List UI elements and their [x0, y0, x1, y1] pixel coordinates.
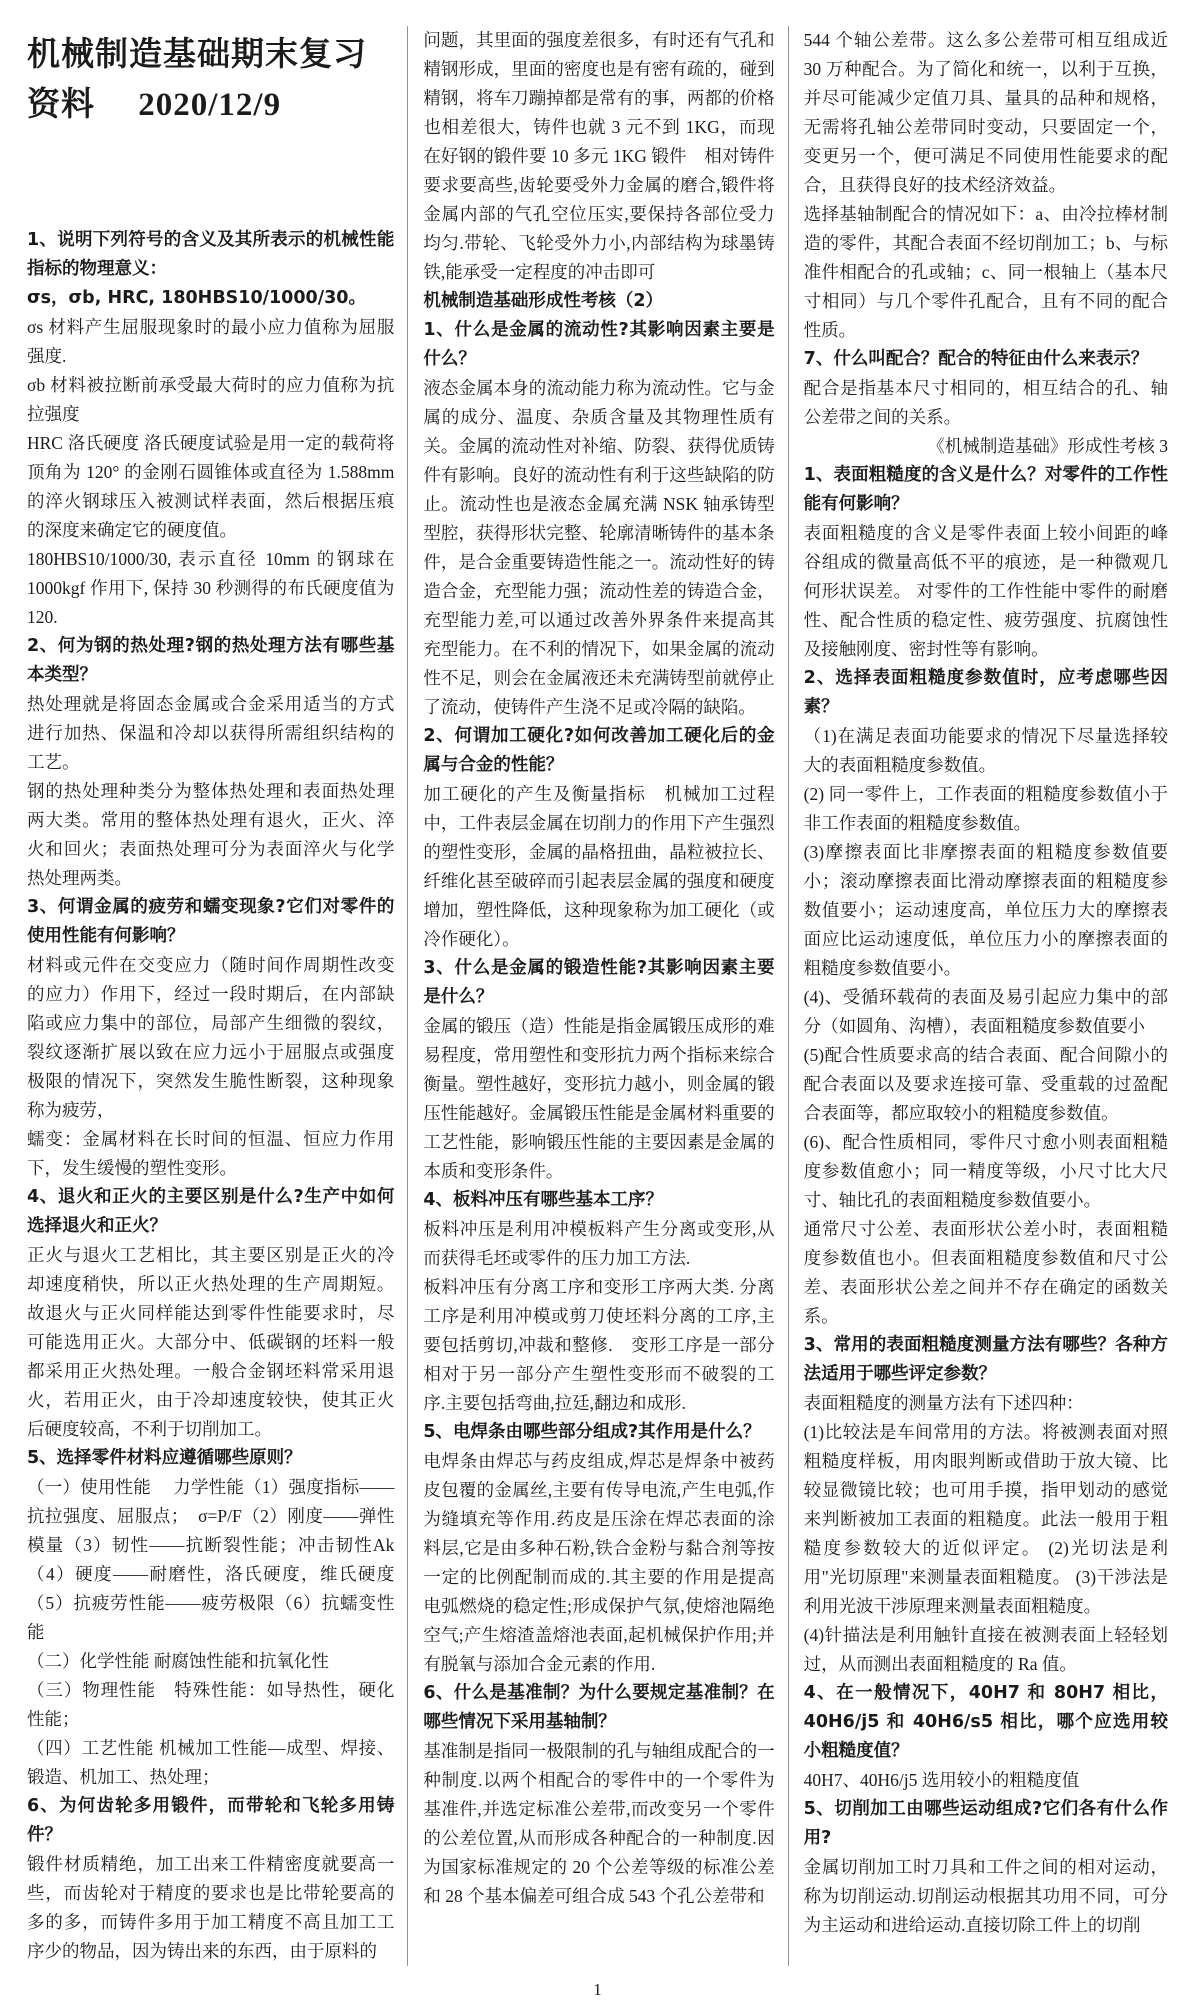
question-heading: 4、板料冲压有哪些基本工序？ [423, 1190, 664, 1210]
question-heading: 3、何谓金属的疲劳和蠕变现象?它们对零件的使用性能有何影响？ [27, 897, 395, 946]
answer-paragraph: (1)比较法是车间常用的方法。将被测表面对照粗糙度样板，用肉眼判断或借助于放大镜、比较显微镜比较；也可用手摸，指甲划动的感觉来判断被加工表面的粗糙度。此法一般用于粗糙度参数较大的近似评定。 (2)光切法是利用"光切原理"来测量表面粗糙度。 (3)干涉法是利用光波干涉原理来测量表面粗糙度。 [803, 1422, 1168, 1616]
answer-paragraph: 正火与退火工艺相比，其主要区别是正火的冷却速度稍快，所以正火热处理的生产周期短。故退火与正火同样能达到零件性能要求时，尽可能选用正火。大部分中、低碳钢的坯料一般都采用正火热处理。一般合金钢坯料常采用退火，若用正火，由于冷却速度较快，使其正火后硬度较高，不利于切削加工。 [27, 1245, 395, 1439]
answer-paragraph: 电焊条由焊芯与药皮组成,焊芯是焊条中被药皮包覆的金属丝,主要有传导电流,产生电弧,作为缝填充等作用.药皮是压涂在焊芯表面的涂料层,它是由多种石粉,铁合金粉与黏合剂等按一定的比例配制而成的.其主要的作用是提高电弧燃烧的稳定性;形成保护气氛,使熔池隔绝空气;产生熔渣盖熔池表面,起机械保护作用;并有脱氧与添加合金元素的作用. [423, 1451, 775, 1674]
question-heading: 7、什么叫配合？配合的特征由什么来表示？ [803, 349, 1149, 369]
answer-paragraph: （四）工艺性能 机械加工性能—成型、焊接、锻造、机加工、热处理； [27, 1738, 395, 1787]
answer-paragraph: 金属切削加工时刀具和工件之间的相对运动，称为切削运动.切削运动根据其功用不同，可分为主运动和进给运动.直接切除工件上的切削 [803, 1857, 1168, 1935]
answer-paragraph: (3)摩擦表面比非摩擦表面的粗糙度参数值要小；滚动摩擦表面比滑动摩擦表面的粗糙度参数值要小；运动速度高，单位压力大的摩擦表面应比运动速度低，单位压力小的摩擦表面的粗糙度参数值要小。 [803, 842, 1168, 978]
answer-paragraph: 表面粗糙度的含义是零件表面上较小间距的峰谷组成的微量高低不平的痕迹，是一种微观几何形状误差。 对零件的工作性能中零件的耐磨性、配合性质的稳定性、疲劳强度、抗腐蚀性及接触刚度、密封性等有影响。 [803, 523, 1168, 659]
answer-paragraph: 选择基轴制配合的情况如下：a、由冷拉棒材制造的零件，其配合表面不经切削加工；b、与标准件相配合的孔或轴；c、同一根轴上（基本尺寸相同）与几个零件孔配合，且有不同的配合性质。 [803, 204, 1168, 340]
answer-paragraph: 液态金属本身的流动能力称为流动性。它与金属的成分、温度、杂质含量及其物理性质有关。金属的流动性对补缩、防裂、获得优质铸件有影响。良好的流动性有利于这些缺陷的防止。流动性也是液态金属充满 NSK 轴承铸型型腔，获得形状完整、轮廓清晰铸件的基本条件，是合金重要铸造性能之一。流动性好的铸造合金，充型能力强；流动性差的铸造合金，充型能力差,可以通过改善外界条件来提高其充型能力。在不利的情况下，如果金属的流动性不足，则会在金属液还未充满铸型前就停止了流动，使铸件产生浇不足或冷隔的缺陷。 [423, 378, 775, 717]
column-2 [407, 26, 787, 1966]
question-heading: 1、表面粗糙度的含义是什么？对零件的工作性能有何影响？ [803, 465, 1168, 514]
question-heading: 机械制造基础形成性考核（2） [423, 291, 664, 311]
answer-paragraph: 热处理就是将固态金属或合金采用适当的方式进行加热、保温和冷却以获得所需组织结构的工艺。 [27, 694, 395, 772]
answer-paragraph: 问题，其里面的强度差很多，有时还有气孔和精钢形成，里面的密度也是有密有疏的，碰到精钢，将车刀蹦掉都是常有的事，两都的价格也相差很大，铸件也就 3 元不到 1KG，而现在好钢的锻件要 10 多元 1KG 锻件 相对铸件要求要高些,齿轮要受外力金属的磨合,锻件将金属内部的气孔空位压实,要保持各部位受力均匀.带轮、飞轮受外力小,内部结构为球墨铸铁,能承受一定程度的冲击即可 [423, 30, 775, 282]
column-3 [788, 26, 1168, 1966]
question-heading: 1、说明下列符号的含义及其所表示的机械性能指标的物理意义： [27, 230, 395, 279]
answer-paragraph: 钢的热处理种类分为整体热处理和表面热处理两大类。常用的整体热处理有退火，正火、淬火和回火；表面热处理可分为表面淬火与化学热处理两类。 [27, 781, 395, 888]
answer-paragraph: 蠕变：金属材料在长时间的恒温、恒应力作用下，发生缓慢的塑性变形。 [27, 1129, 395, 1178]
question-heading: 2、选择表面粗糙度参数值时，应考虑哪些因素？ [803, 668, 1168, 717]
question-heading: 5、切削加工由哪些运动组成?它们各有什么作用? [803, 1799, 1168, 1848]
answer-paragraph: σb 材料被拉断前承受最大荷时的应力值称为抗拉强度 [27, 375, 395, 424]
answer-paragraph: 板料冲压是利用冲模板料产生分离或变形,从而获得毛坯或零件的压力加工方法. [423, 1219, 775, 1268]
column-1 [27, 26, 407, 1966]
answer-paragraph: (4)、受循环载荷的表面及易引起应力集中的部分（如圆角、沟槽），表面粗糙度参数值要小 [803, 987, 1168, 1036]
answer-paragraph: HRC 洛氏硬度 洛氏硬度试验是用一定的载荷将顶角为 120° 的金刚石圆锥体或直径为 1.588mm 的淬火钢球压入被测试样表面，然后根据压痕的深度来确定它的硬度值。 [27, 433, 395, 540]
page-number: 1 [593, 1980, 602, 1999]
question-heading: 1、什么是金属的流动性?其影响因素主要是什么？ [423, 320, 775, 369]
assessment-subtitle: 《机械制造基础》形成性考核 3 [927, 436, 1168, 456]
question-heading: 5、电焊条由哪些部分组成?其作用是什么？ [423, 1422, 761, 1442]
answer-paragraph: 配合是指基本尺寸相同的，相互结合的孔、轴公差带之间的关系。 [803, 378, 1168, 427]
question-heading: 3、常用的表面粗糙度测量方法有哪些？各种方法适用于哪些评定参数？ [803, 1335, 1168, 1384]
answer-paragraph: （1)在满足表面功能要求的情况下尽量选择较大的表面粗糙度参数值。 [803, 726, 1168, 775]
answer-paragraph: (6)、配合性质相同，零件尺寸愈小则表面粗糙度参数值愈小；同一精度等级，小尺寸比大尺寸、轴比孔的表面粗糙度参数值要小。 [803, 1132, 1168, 1210]
answer-paragraph: σs 材料产生屈服现象时的最小应力值称为屈服强度. [27, 317, 395, 366]
question-heading: 2、何为钢的热处理?钢的热处理方法有哪些基本类型？ [27, 636, 395, 685]
three-column-layout [27, 26, 1168, 1966]
answer-paragraph: 544 个轴公差带。这么多公差带可相互组成近 30 万种配合。为了简化和统一，以利于互换，并尽可能减少定值刀具、量具的品种和规格，无需将孔轴公差带同时变动，只要固定一个，变更另一个，便可满足不同使用性能要求的配合，且获得良好的技术经济效益。 [803, 30, 1168, 195]
question-heading: 3、什么是金属的锻造性能?其影响因素主要是什么？ [423, 958, 775, 1007]
answer-paragraph: 表面粗糙度的测量方法有下述四种： [803, 1393, 1084, 1413]
question-heading: 6、为何齿轮多用锻件，而带轮和飞轮多用铸件？ [27, 1796, 395, 1845]
document-title: 机械制造基础期末复习资料 2020/12/9 [27, 37, 367, 123]
question-heading: 2、何谓加工硬化?如何改善加工硬化后的金属与合金的性能？ [423, 726, 775, 775]
answer-paragraph: 通常尺寸公差、表面形状公差小时，表面粗糙度参数值也小。但表面粗糙度参数值和尺寸公差、表面形状公差之间并不存在确定的函数关系。 [803, 1219, 1168, 1326]
question-heading: 5、选择零件材料应遵循哪些原则？ [27, 1448, 302, 1468]
question-heading: 4、退火和正火的主要区别是什么?生产中如何选择退火和正火？ [27, 1187, 395, 1236]
question-heading: σs，σb, HRC, 180HBS10/1000/30。 [27, 288, 366, 308]
answer-paragraph: 基准制是指同一极限制的孔与轴组成配合的一种制度.以两个相配合的零件中的一个零件为基准件,并选定标准公差带,而改变另一个零件的公差位置,从而形成各种配合的一种制度.因为国家标准规定的 20 个公差等级的标准公差和 28 个基本偏差可组合成 543 个孔公差带和 [423, 1741, 775, 1906]
answer-paragraph: （一）使用性能 力学性能（1）强度指标——抗拉强度、屈服点； σ=P/F（2）刚度——弹性模量（3）韧性——抗断裂性能；冲击韧性Ak（4）硬度——耐磨性，洛氏硬度，维氏硬度（5）抗疲劳性能——疲劳极限（6）抗蠕变性能 [27, 1477, 395, 1642]
answer-paragraph: 板料冲压有分离工序和变形工序两大类. 分离工序是利用冲模或剪刀使坯料分离的工序,主要包括剪切,冲裁和整修. 变形工序是一部分相对于另一部分产生塑性变形而不破裂的工序.主要包括弯曲,拉廷,翻边和成形. [423, 1277, 775, 1413]
answer-paragraph: （二）化学性能 耐腐蚀性能和抗氧化性 [27, 1651, 329, 1671]
question-heading: 4、在一般情况下，40H7 和 80H7 相比，40H6/j5 和 40H6/s5 相比，哪个应选用较小粗糙度值？ [803, 1683, 1168, 1761]
answer-paragraph: 180HBS10/1000/30, 表示直径 10mm 的钢球在 1000kgf 作用下, 保持 30 秒测得的布氏硬度值为 120. [27, 549, 395, 627]
page-footer [27, 1978, 1168, 2002]
answer-paragraph: (4)针描法是利用触针直接在被测表面上轻轻划过，从而测出表面粗糙度的 Ra 值。 [803, 1625, 1168, 1674]
answer-paragraph: 材料或元件在交变应力（随时间作周期性改变的应力）作用下，经过一段时期后，在内部缺陷或应力集中的部位，局部产生细微的裂纹，裂纹逐渐扩展以致在应力远小于屈服点或强度极限的情况下，突然发生脆性断裂，这种现象称为疲劳， [27, 955, 395, 1120]
answer-paragraph: 锻件材质精绝，加工出来工件精密度就要高一些，而齿轮对于精度的要求也是比带轮要高的多的多，而铸件多用于加工精度不高且加工工序少的物品，因为铸出来的东西，由于原料的 [27, 1854, 395, 1961]
answer-paragraph: （三）物理性能 特殊性能：如导热性，硬化性能； [27, 1680, 395, 1729]
answer-paragraph: (5)配合性质要求高的结合表面、配合间隙小的配合表面以及要求连接可靠、受重载的过盈配合表面等，都应取较小的粗糙度参数值。 [803, 1045, 1168, 1123]
answer-paragraph: 40H7、40H6/j5 选用较小的粗糙度值 [803, 1770, 1080, 1790]
question-heading: 6、什么是基准制？为什么要规定基准制？在哪些情况下采用基轴制？ [423, 1683, 775, 1732]
answer-paragraph: 金属的锻压（造）性能是指金属锻压成形的难易程度，常用塑性和变形抗力两个指标来综合衡量。塑性越好，变形抗力越小，则金属的锻压性能越好。金属锻压性能是金属材料重要的工艺性能，影响锻压性能的主要因素是金属的本质和变形条件。 [423, 1016, 775, 1181]
answer-paragraph: 加工硬化的产生及衡量指标 机械加工过程中，工件表层金属在切削力的作用下产生强烈的塑性变形，金属的晶格扭曲，晶粒被拉长、纤维化甚至破碎而引起表层金属的强度和硬度增加，塑性降低，这种现象称为加工硬化（或冷作硬化）。 [423, 784, 775, 949]
answer-paragraph: (2) 同一零件上，工作表面的粗糙度参数值小于非工作表面的粗糙度参数值。 [803, 784, 1168, 833]
